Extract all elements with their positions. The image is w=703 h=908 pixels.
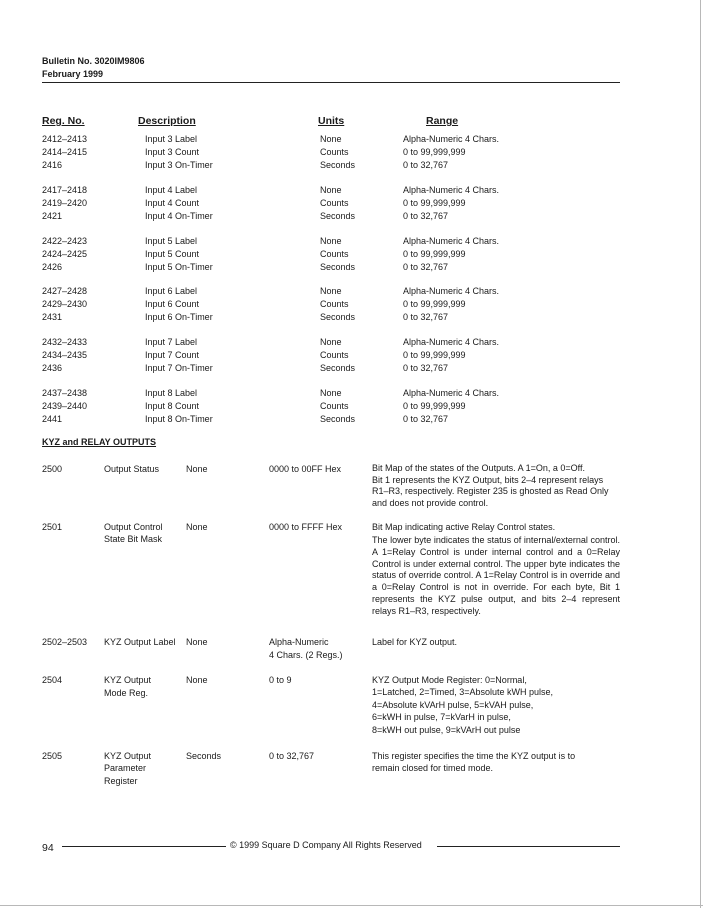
input-description: Input 8 Label — [145, 388, 198, 398]
input-units: Seconds — [320, 413, 356, 424]
kyz-reg-2500: 2500 — [42, 464, 63, 474]
input-reg-number: 2436 — [42, 362, 63, 373]
kyz-desc-2501: Output Control State Bit Mask — [104, 522, 163, 545]
page-edge-right — [700, 0, 701, 908]
input-reg-number: 2417–2418 — [42, 185, 88, 195]
kyz-range-2500: 0000 to 00FF Hex — [269, 464, 342, 474]
col-header-description: Description — [138, 115, 196, 127]
kyz-units-2501: None — [186, 522, 208, 532]
input-range: 0 to 99,999,999 — [403, 146, 466, 157]
input-range: 0 to 32,767 — [403, 413, 449, 424]
input-description: Input 5 Count — [145, 248, 200, 259]
kyz-units-2502: None — [186, 637, 208, 647]
input-units: Counts — [320, 400, 349, 411]
input-units: None — [320, 134, 342, 144]
input-range: 0 to 99,999,999 — [403, 298, 466, 309]
input-units: None — [320, 236, 342, 246]
input-description: Input 4 Label — [145, 185, 198, 195]
kyz-details-2501-first: Bit Map indicating active Relay Control states. — [372, 522, 556, 532]
kyz-units-2504: None — [186, 675, 208, 685]
kyz-desc-2500: Output Status — [104, 464, 160, 474]
input-description: Input 6 Label — [145, 286, 198, 296]
col-header-units: Units — [318, 115, 345, 127]
kyz-units-2505: Seconds — [186, 751, 222, 761]
input-units: Counts — [320, 146, 349, 157]
input-reg-number: 2426 — [42, 261, 63, 272]
input-units: Counts — [320, 298, 349, 309]
input-description: Input 4 On-Timer — [145, 210, 213, 221]
input-range: Alpha-Numeric 4 Chars. — [403, 236, 500, 246]
kyz-details-2504: KYZ Output Mode Register: 0=Normal, 1=Latched, 2=Timed, 3=Absolute kWH pulse, 4=Absolute kVArH pulse, 5=kVAH pulse, 6=kWH in pulse, 7=kVarH in pulse, 8=kWH out pulse, 9=kVArH out pulse — [372, 675, 554, 735]
input-range: 0 to 99,999,999 — [403, 197, 466, 208]
input-reg-number: 2434–2435 — [42, 349, 88, 360]
input-reg-number: 2437–2438 — [42, 388, 88, 398]
input-reg-number: 2439–2440 — [42, 400, 88, 411]
input-range: 0 to 32,767 — [403, 159, 449, 170]
input-units: Counts — [320, 248, 349, 259]
input-reg-number: 2421 — [42, 210, 63, 221]
input-description: Input 8 On-Timer — [145, 413, 213, 424]
input-description: Input 6 Count — [145, 298, 200, 309]
input-reg-number: 2419–2420 — [42, 197, 88, 208]
kyz-details-2502: Label for KYZ output. — [372, 637, 458, 647]
kyz-details-2501-paragraph: The lower byte indicates the status of internal/external control. A 1=Relay Control is under internal control and a 0=Relay Control is under external control. The upper byte indicates the status of override control. A 1=Relay Control is in override and a 0=Relay Control is not in override. For each byte, Bit 1 represents the KYZ pulse output, and bits 2–4 represent relays R1–R3, respectively. — [372, 535, 620, 616]
input-range: 0 to 32,767 — [403, 362, 449, 373]
input-description: Input 3 On-Timer — [145, 159, 213, 170]
input-reg-number: 2416 — [42, 159, 63, 170]
kyz-section-title: KYZ and RELAY OUTPUTS — [42, 437, 157, 447]
input-range: 0 to 32,767 — [403, 210, 449, 221]
input-reg-number: 2441 — [42, 413, 63, 424]
input-units: Seconds — [320, 362, 356, 373]
input-units: Seconds — [320, 311, 356, 322]
input-units: None — [320, 337, 342, 347]
input-units: None — [320, 185, 342, 195]
input-units: None — [320, 286, 342, 296]
input-reg-number: 2432–2433 — [42, 337, 88, 347]
bulletin-date: February 1999 — [42, 69, 104, 79]
input-range: 0 to 32,767 — [403, 311, 449, 322]
input-units: None — [320, 388, 342, 398]
col-header-reg: Reg. No. — [42, 115, 85, 127]
input-description: Input 7 Count — [145, 349, 200, 360]
kyz-reg-2501: 2501 — [42, 522, 63, 532]
input-description: Input 5 On-Timer — [145, 261, 213, 272]
input-range: Alpha-Numeric 4 Chars. — [403, 286, 500, 296]
input-range: 0 to 99,999,999 — [403, 349, 466, 360]
input-range: Alpha-Numeric 4 Chars. — [403, 185, 500, 195]
input-reg-number: 2431 — [42, 311, 63, 322]
kyz-desc-2504: KYZ Output Mode Reg. — [104, 675, 152, 698]
input-units: Counts — [320, 349, 349, 360]
input-units: Counts — [320, 197, 349, 208]
page-edge-bottom — [0, 905, 703, 906]
kyz-desc-2505: KYZ Output Parameter Register — [104, 751, 152, 786]
input-description: Input 3 Count — [145, 146, 200, 157]
input-reg-number: 2427–2428 — [42, 286, 88, 296]
input-range: Alpha-Numeric 4 Chars. — [403, 388, 500, 398]
input-reg-number: 2429–2430 — [42, 298, 88, 309]
header-rule — [42, 82, 620, 83]
kyz-reg-2505: 2505 — [42, 751, 63, 761]
footer-rule-right — [437, 846, 620, 847]
input-description: Input 3 Label — [145, 134, 198, 144]
input-description: Input 5 Label — [145, 236, 198, 246]
kyz-units-2500: None — [186, 464, 208, 474]
input-reg-number: 2414–2415 — [42, 146, 88, 157]
input-description: Input 7 Label — [145, 337, 198, 347]
footer-copyright: © 1999 Square D Company All Rights Reserved — [230, 840, 422, 850]
kyz-range-2505: 0 to 32,767 — [269, 751, 315, 761]
input-reg-number: 2422–2423 — [42, 236, 88, 246]
input-units: Seconds — [320, 159, 356, 170]
kyz-range-2501: 0000 to FFFF Hex — [269, 522, 343, 532]
input-range: 0 to 32,767 — [403, 261, 449, 272]
input-units: Seconds — [320, 210, 356, 221]
kyz-desc-2502: KYZ Output Label — [104, 637, 176, 647]
input-reg-number: 2412–2413 — [42, 134, 88, 144]
input-range: 0 to 99,999,999 — [403, 248, 466, 259]
kyz-details-2500: Bit Map of the states of the Outputs. A 1=On, a 0=Off. Bit 1 represents the KYZ Output, bits 2–4 represent relays R1–R3, respectively. Register 235 is ghosted as Read Only and does not provide control. — [372, 463, 609, 508]
col-header-range: Range — [426, 115, 459, 127]
input-description: Input 8 Count — [145, 400, 200, 411]
kyz-details-2505: This register specifies the time the KYZ output is to remain closed for timed mode. — [372, 751, 576, 774]
kyz-reg-2504: 2504 — [42, 675, 63, 685]
input-range: Alpha-Numeric 4 Chars. — [403, 337, 500, 347]
input-description: Input 6 On-Timer — [145, 311, 213, 322]
bulletin-number: Bulletin No. 3020IM9806 — [42, 56, 145, 66]
kyz-range-2502: Alpha-Numeric 4 Chars. (2 Regs.) — [269, 637, 343, 660]
footer-rule-left — [62, 846, 226, 847]
input-range: Alpha-Numeric 4 Chars. — [403, 134, 500, 144]
input-description: Input 4 Count — [145, 197, 200, 208]
input-reg-number: 2424–2425 — [42, 248, 88, 259]
kyz-reg-2502: 2502–2503 — [42, 637, 88, 647]
input-units: Seconds — [320, 261, 356, 272]
page-number: 94 — [42, 842, 54, 854]
input-description: Input 7 On-Timer — [145, 362, 213, 373]
input-range: 0 to 99,999,999 — [403, 400, 466, 411]
kyz-range-2504: 0 to 9 — [269, 675, 292, 685]
